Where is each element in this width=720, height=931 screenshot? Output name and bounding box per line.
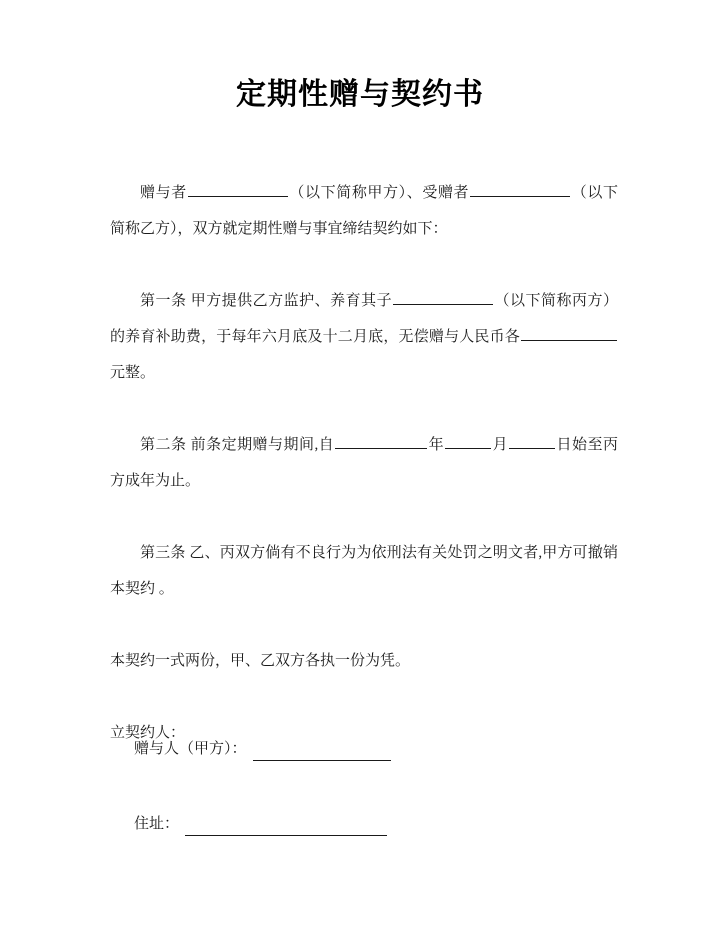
article-1-segment-3: 元整。 — [110, 365, 156, 381]
spacer — [110, 391, 618, 427]
article-1-segment-1: 第一条 甲方提供乙方监护、养育其子 — [140, 293, 393, 309]
page-title: 定期性赠与契约书 — [236, 78, 484, 111]
blank-start-month[interactable] — [445, 433, 491, 449]
paragraph-copies: 本契约一式两份，甲、乙双方各执一份为凭。 — [110, 653, 411, 669]
blank-amount[interactable] — [521, 325, 617, 341]
blank-start-year[interactable] — [335, 433, 427, 449]
spacer — [110, 247, 618, 283]
address-line[interactable] — [185, 822, 387, 836]
article-2-segment-1: 第二条 前条定期赠与期间,自 — [140, 437, 335, 453]
document-body — [110, 175, 618, 751]
preamble-segment-3: （以下简称乙方），双方就定期性赠与事宜缔结契约如下： — [110, 185, 618, 237]
address-label: 住址： — [134, 816, 180, 832]
signature-row-donor — [134, 737, 624, 761]
article-2-segment-4: 日始至丙方成年为止。 — [110, 437, 618, 489]
paragraph-preamble — [110, 175, 618, 247]
preamble-segment-1: 赠与者 — [140, 185, 187, 201]
preamble-segment-2: （以下简称甲方）、受赠者 — [288, 185, 470, 201]
signature-row-address — [134, 812, 624, 836]
blank-donor-name[interactable] — [188, 181, 288, 197]
donor-signature-label: 赠与人（甲方）： — [134, 741, 247, 757]
article-2-segment-3: 月 — [492, 437, 509, 453]
article-2-segment-2: 年 — [428, 437, 445, 453]
paragraph-article-3: 第三条 乙、丙双方倘有不良行为为依刑法有关处罚之明文者,甲方可撤销本契约 。 — [110, 545, 618, 597]
spacer — [110, 499, 618, 535]
paragraph-article-1 — [110, 283, 618, 391]
article-1-segment-2: （以下简称丙方）的养育补助费，于每年六月底及十二月底，无偿赠与人民币各 — [110, 293, 618, 345]
blank-donee-name[interactable] — [470, 181, 570, 197]
donor-signature-line[interactable] — [253, 747, 391, 761]
paragraph-article-2 — [110, 427, 618, 499]
paragraph-signatory-heading: 立契约人： — [110, 725, 186, 741]
spacer — [110, 679, 618, 715]
spacer — [110, 607, 618, 643]
blank-child-name[interactable] — [393, 289, 493, 305]
blank-start-day[interactable] — [509, 433, 555, 449]
